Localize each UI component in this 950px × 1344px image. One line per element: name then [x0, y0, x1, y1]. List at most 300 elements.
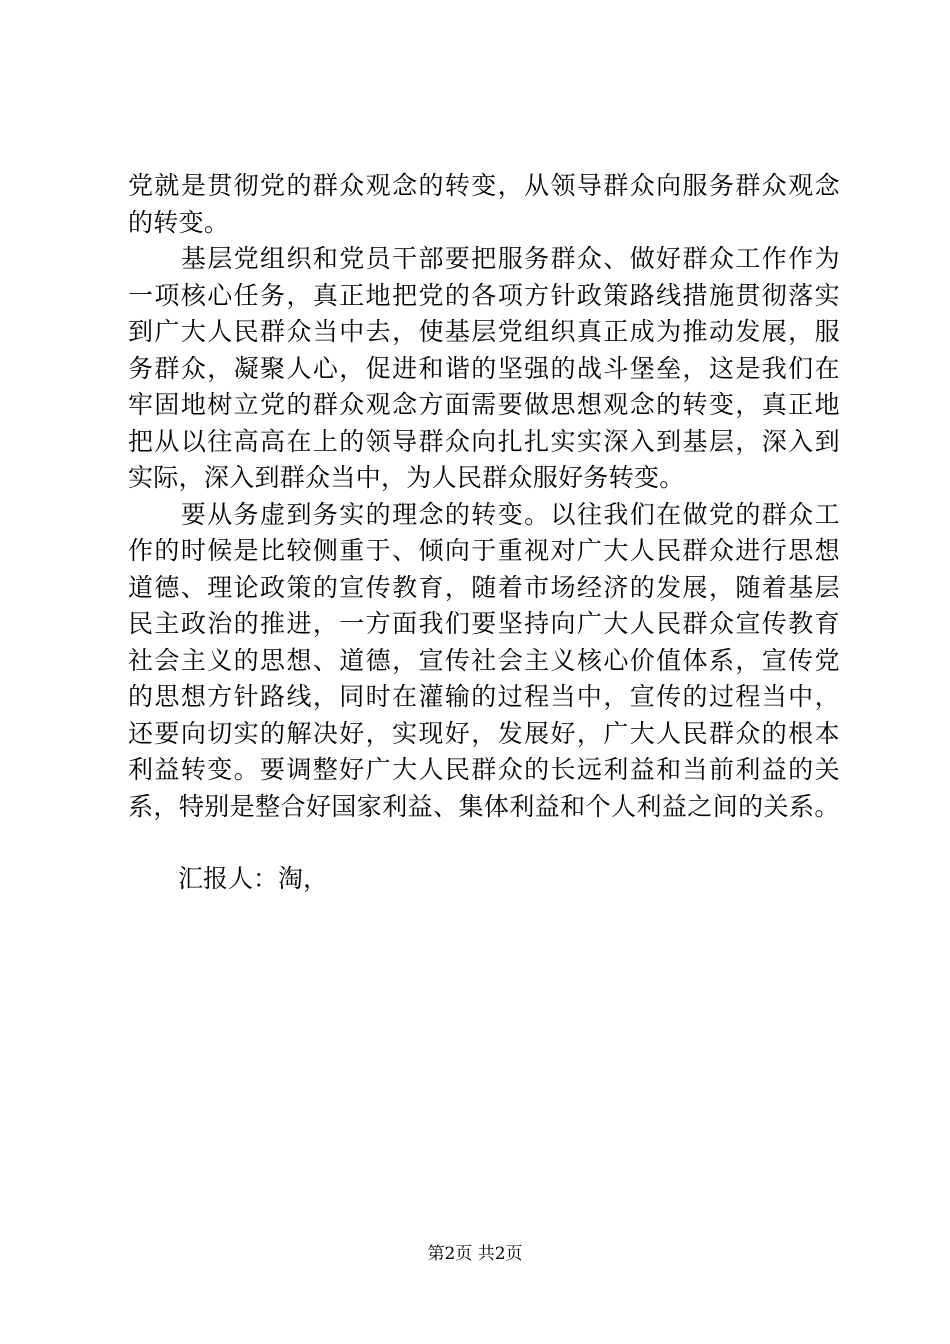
- text-char: 益: [407, 791, 433, 821]
- text-char: 为: [656, 317, 682, 346]
- text-char: 个: [585, 791, 611, 821]
- text-char: 、: [433, 791, 459, 821]
- text-char: ，: [207, 353, 233, 383]
- text-char: 立: [233, 390, 259, 419]
- text-line: [128, 606, 840, 643]
- text-char: 价: [629, 645, 656, 675]
- text-char: ，: [392, 645, 418, 675]
- text-char: 向: [550, 609, 576, 638]
- text-char: 整: [255, 791, 281, 821]
- text-char: 路: [260, 682, 286, 711]
- text-char: 时: [180, 536, 207, 565]
- text-char: 作: [788, 244, 814, 273]
- text-char: 随: [735, 572, 761, 602]
- text-char: 政: [260, 572, 286, 602]
- text-char: 的: [365, 499, 391, 529]
- text-char: 思: [550, 390, 576, 419]
- text-char: 视: [524, 536, 550, 565]
- text-char: 众: [761, 171, 788, 200]
- text-char: 深: [761, 426, 788, 456]
- text-char: 别: [204, 791, 230, 821]
- text-char: 还: [128, 718, 154, 748]
- text-char: 主: [180, 645, 207, 675]
- text-char: 从: [207, 499, 233, 529]
- text-char: 方: [418, 390, 444, 419]
- text-char: 民: [444, 755, 471, 784]
- text-char: 高: [233, 426, 259, 456]
- text-char: 众: [444, 426, 471, 456]
- text-char: 实: [550, 426, 576, 456]
- text-char: 战: [576, 353, 603, 383]
- text-char: 的: [128, 682, 154, 711]
- text-char: 部: [418, 244, 444, 273]
- text-char: 好: [656, 244, 682, 273]
- text-char: 党: [260, 390, 286, 419]
- text-char: ，: [735, 645, 761, 675]
- text-char: 益: [154, 755, 180, 784]
- text-char: 着: [497, 572, 523, 602]
- text-char: 群: [260, 317, 286, 346]
- text-char: 好: [550, 718, 576, 748]
- text-char: 群: [735, 171, 761, 200]
- text-char: 推: [260, 609, 286, 638]
- text-char: 服: [814, 317, 840, 346]
- text-char: 我: [761, 353, 788, 383]
- text-char: 为: [814, 244, 840, 273]
- text-char: 地: [365, 280, 391, 310]
- text-char: 心: [603, 645, 629, 675]
- text-char: 层: [814, 572, 840, 602]
- text-char: 的: [339, 426, 365, 456]
- text-char: 观: [365, 171, 391, 200]
- text-char: 益: [534, 791, 561, 821]
- text-char: 们: [629, 499, 656, 529]
- text-char: 展: [761, 317, 788, 346]
- text-char: 人: [611, 791, 637, 821]
- text-char: 的: [418, 171, 444, 200]
- text-char: 促: [365, 353, 391, 383]
- text-char: 、: [312, 645, 339, 675]
- text-char: 众: [576, 244, 603, 273]
- text-char: 们: [444, 609, 471, 638]
- text-line: [128, 241, 840, 278]
- text-char: 谐: [444, 353, 471, 383]
- text-char: 德: [154, 572, 180, 602]
- text-char: 系: [788, 791, 815, 821]
- text-char: 要: [260, 755, 286, 784]
- text-char: 落: [788, 280, 814, 310]
- text-line: [128, 278, 840, 315]
- text-char: ，: [392, 317, 418, 346]
- text-char: 党: [260, 171, 286, 200]
- text-char: 固: [154, 390, 180, 419]
- text-char: 方: [524, 280, 550, 310]
- text-char: 思: [788, 536, 814, 565]
- text-char: 彻: [233, 171, 259, 200]
- text-char: 贯: [735, 280, 761, 310]
- text-char: 众: [497, 755, 523, 784]
- text-char: 持: [524, 609, 550, 638]
- text-char: 的: [788, 755, 814, 784]
- text-char: 好: [444, 718, 471, 748]
- text-char: 措: [682, 280, 708, 310]
- text-char: 大: [392, 755, 418, 784]
- text-char: 路: [629, 280, 656, 310]
- text-char: 工: [814, 499, 840, 529]
- text-char: 重: [339, 536, 365, 565]
- text-char: 实: [392, 718, 418, 748]
- text-char: 益: [629, 755, 656, 784]
- text-char: 到: [286, 499, 312, 529]
- text-char: 众: [708, 244, 735, 273]
- text-char: 、: [392, 536, 418, 565]
- text-char: 之: [687, 791, 713, 821]
- text-char: 传: [656, 682, 682, 711]
- text-char: 体: [682, 645, 708, 675]
- text-char: 的: [260, 718, 286, 748]
- text-char: 是: [180, 171, 207, 200]
- text-char: 利: [128, 755, 154, 784]
- text-char: 上: [312, 426, 339, 456]
- text-char: 群: [312, 171, 339, 200]
- text-char: 到: [656, 426, 682, 456]
- text-char: 服: [497, 244, 523, 273]
- text-char: 以: [180, 426, 207, 456]
- text-char: 群: [708, 718, 735, 748]
- text-char: 实: [814, 280, 840, 310]
- text-char: 党: [339, 244, 365, 273]
- text-char: 人: [629, 609, 656, 638]
- text-char: 众: [735, 718, 761, 748]
- text-char: 宣: [761, 645, 788, 675]
- text-line: 实际，深入到群众当中，为人民群众服好务转变。: [128, 463, 685, 492]
- text-char: 向: [656, 171, 682, 200]
- text-char: 群: [682, 536, 708, 565]
- text-char: 中: [576, 682, 603, 711]
- text-char: 众: [629, 171, 656, 200]
- text-char: 众: [286, 317, 312, 346]
- text-char: 宣: [339, 572, 365, 602]
- text-char: 向: [444, 536, 471, 565]
- text-char: 要: [471, 609, 497, 638]
- text-char: 特: [178, 791, 205, 821]
- text-char: 务: [708, 171, 735, 200]
- text-char: ，: [576, 718, 603, 748]
- text-char: 虚: [260, 499, 286, 529]
- text-char: 社: [471, 645, 497, 675]
- text-char: 的: [286, 171, 312, 200]
- text-char: 转: [444, 171, 471, 200]
- text-char: 的: [735, 499, 761, 529]
- text-char: 众: [708, 609, 735, 638]
- text-char: 施: [708, 280, 735, 310]
- text-char: 的: [761, 718, 788, 748]
- text-char: 发: [497, 718, 523, 748]
- text-char: 广: [603, 718, 629, 748]
- text-char: [154, 241, 179, 278]
- text-char: 解: [286, 718, 312, 748]
- text-char: 面: [444, 390, 471, 419]
- text-char: 变: [708, 390, 735, 419]
- text-char: 育: [418, 572, 444, 602]
- text-char: 理: [392, 499, 418, 529]
- text-char: 众: [339, 171, 365, 200]
- text-char: 深: [603, 426, 629, 456]
- text-char: 灌: [418, 682, 444, 711]
- page-number-footer: 第2页 共2页: [427, 1244, 523, 1264]
- text-char: 的: [154, 536, 180, 565]
- text-char: 广: [154, 317, 180, 346]
- text-char: 推: [682, 317, 708, 346]
- text-char: 要: [444, 244, 471, 273]
- text-char: 程: [524, 682, 550, 711]
- text-char: 现: [418, 718, 444, 748]
- text-char: 领: [550, 171, 576, 200]
- text-char: 基: [788, 572, 814, 602]
- text-char: ，: [708, 572, 735, 602]
- text-char: 把: [471, 244, 497, 273]
- text-char: ，: [286, 280, 312, 310]
- text-char: 群: [682, 609, 708, 638]
- text-char: 树: [207, 390, 233, 419]
- text-char: 济: [603, 572, 629, 602]
- text-char: 核: [180, 280, 207, 310]
- text-char: 服: [682, 171, 708, 200]
- text-char: 垒: [656, 353, 682, 383]
- text-char: 从: [154, 426, 180, 456]
- text-char: 去: [365, 317, 391, 346]
- text-char: 义: [550, 645, 576, 675]
- text-char: ，: [365, 718, 391, 748]
- text-char: ，: [735, 426, 761, 456]
- text-char: 政: [576, 280, 603, 310]
- text-char: 到: [814, 426, 840, 456]
- text-line: [128, 533, 840, 570]
- text-char: 人: [286, 353, 312, 383]
- text-char: 民: [128, 609, 154, 638]
- text-char: 群: [603, 171, 629, 200]
- text-char: 要: [154, 718, 180, 748]
- text-char: 正: [788, 390, 814, 419]
- text-char: 变: [207, 755, 233, 784]
- text-char: 一: [128, 280, 154, 310]
- text-char: 同: [339, 682, 365, 711]
- text-char: 和: [560, 791, 586, 821]
- text-char: 倾: [418, 536, 444, 565]
- text-char: 过: [708, 682, 735, 711]
- text-char: 扎: [497, 426, 523, 456]
- text-char: 和: [312, 244, 339, 273]
- text-char: 在: [656, 499, 682, 529]
- text-char: 重: [497, 536, 523, 565]
- text-char: 导: [392, 426, 418, 456]
- text-char: 义: [207, 645, 233, 675]
- text-char: 发: [735, 317, 761, 346]
- text-char: 当: [312, 317, 339, 346]
- text-char: 实: [233, 718, 259, 748]
- text-char: 成: [629, 317, 656, 346]
- text-line: [128, 168, 840, 205]
- text-char: 各: [471, 280, 497, 310]
- text-char: 对: [550, 536, 576, 565]
- text-char: ，: [788, 317, 814, 346]
- text-char: ，: [497, 171, 523, 200]
- text-char: 时: [365, 682, 391, 711]
- text-char: 从: [524, 171, 550, 200]
- text-char: ，: [471, 718, 497, 748]
- text-char: 心: [312, 353, 339, 383]
- text-char: 地: [814, 390, 840, 419]
- text-char: 需: [471, 390, 497, 419]
- text-char: 本: [814, 718, 840, 748]
- text-char: 的: [738, 791, 764, 821]
- text-char: 的: [629, 572, 656, 602]
- text-char: 进: [735, 536, 761, 565]
- text-char: 想: [576, 390, 603, 419]
- text-char: 会: [154, 645, 180, 675]
- text-char: 斗: [603, 353, 629, 383]
- text-char: 念: [814, 171, 840, 200]
- text-char: 针: [233, 682, 259, 711]
- text-char: 想: [814, 536, 840, 565]
- text-char: 教: [788, 609, 814, 638]
- text-char: 民: [233, 317, 259, 346]
- text-char: 地: [180, 390, 207, 419]
- text-char: 把: [128, 426, 154, 456]
- text-char: 坚: [497, 609, 523, 638]
- text-char: 群: [682, 244, 708, 273]
- text-char: 堡: [629, 353, 656, 383]
- text-char: 领: [365, 426, 391, 456]
- text-char: 的: [444, 499, 471, 529]
- text-char: 策: [286, 572, 312, 602]
- text-char: 强: [524, 353, 550, 383]
- text-char: 传: [788, 645, 814, 675]
- text-char: 治: [207, 609, 233, 638]
- text-char: 、: [180, 572, 207, 602]
- text-char: 关: [814, 755, 840, 784]
- text-char: 中: [339, 317, 365, 346]
- text-line: [128, 351, 840, 388]
- text-char: 工: [735, 244, 761, 273]
- text-line: [128, 387, 840, 424]
- text-char: 传: [444, 645, 471, 675]
- text-char: 念: [392, 171, 418, 200]
- text-char: 的: [286, 390, 312, 419]
- text-char: 群: [550, 244, 576, 273]
- text-char: ，: [312, 609, 339, 638]
- text-char: 宣: [629, 682, 656, 711]
- text-char: 候: [207, 536, 233, 565]
- text-char: 进: [286, 609, 312, 638]
- text-char: 和: [418, 353, 444, 383]
- text-char: 过: [497, 682, 523, 711]
- text-char: 层: [708, 426, 735, 456]
- text-char: 组: [260, 244, 286, 273]
- text-char: 家: [356, 791, 383, 821]
- text-char: 决: [312, 718, 339, 748]
- text-char: 向: [180, 718, 207, 748]
- text-char: 们: [788, 353, 814, 383]
- text-char: 向: [471, 426, 497, 456]
- text-char: 心: [207, 280, 233, 310]
- text-char: 就: [154, 171, 180, 200]
- text-char: 利: [636, 791, 662, 821]
- text-char: 党: [128, 171, 154, 200]
- text-char: 政: [180, 609, 207, 638]
- text-char: 念: [418, 499, 444, 529]
- text-char: 的: [444, 280, 471, 310]
- text-char: 德: [365, 645, 391, 675]
- text-char: 变: [471, 171, 497, 200]
- text-char: 群: [312, 390, 339, 419]
- text-char: 入: [629, 426, 656, 456]
- text-char: 针: [550, 280, 576, 310]
- text-char: 线: [286, 682, 312, 711]
- text-char: 大: [603, 609, 629, 638]
- text-char: 党: [497, 317, 523, 346]
- text-char: ，: [735, 390, 761, 419]
- text-char: 关: [763, 791, 789, 821]
- text-char: 大: [603, 536, 629, 565]
- text-line: [128, 643, 840, 680]
- text-char: ，: [603, 682, 629, 711]
- text-char: 党: [708, 499, 735, 529]
- text-char: 民: [656, 536, 682, 565]
- text-char: 输: [444, 682, 471, 711]
- text-char: 众: [339, 390, 365, 419]
- text-char: 高: [260, 426, 286, 456]
- text-char: 当: [682, 755, 708, 784]
- text-char: 场: [550, 572, 576, 602]
- text-char: 利: [603, 755, 629, 784]
- text-char: 人: [418, 755, 444, 784]
- text-char: 观: [603, 390, 629, 419]
- text-char: 的: [656, 390, 682, 419]
- text-char: 彻: [761, 280, 788, 310]
- text-char: 主: [154, 609, 180, 638]
- text-line: [128, 314, 840, 351]
- text-char: 。: [233, 755, 259, 784]
- text-char: 的: [312, 572, 339, 602]
- text-char: 道: [339, 645, 365, 675]
- text-char: 宣: [735, 609, 761, 638]
- text-char: 好: [339, 755, 365, 784]
- text-char: 念: [392, 390, 418, 419]
- text-char: 作: [128, 536, 154, 565]
- text-char: 宣: [418, 645, 444, 675]
- text-char: 我: [603, 499, 629, 529]
- text-char: 系: [128, 791, 154, 821]
- text-char: 教: [392, 572, 418, 602]
- text-char: 正: [603, 317, 629, 346]
- text-char: 值: [656, 645, 682, 675]
- text-line: [128, 424, 840, 461]
- text-char: 凝: [233, 353, 259, 383]
- text-char: 是: [233, 536, 259, 565]
- text-char: 利: [735, 755, 761, 784]
- text-char: 群: [471, 755, 497, 784]
- text-char: 远: [576, 755, 603, 784]
- text-char: 正: [339, 280, 365, 310]
- text-char: 以: [550, 499, 576, 529]
- text-char: 较: [286, 536, 312, 565]
- text-char: 前: [708, 755, 735, 784]
- text-char: 的: [233, 609, 259, 638]
- text-char: 育: [814, 609, 840, 638]
- text-char: 的: [524, 755, 550, 784]
- text-char: 体: [483, 791, 510, 821]
